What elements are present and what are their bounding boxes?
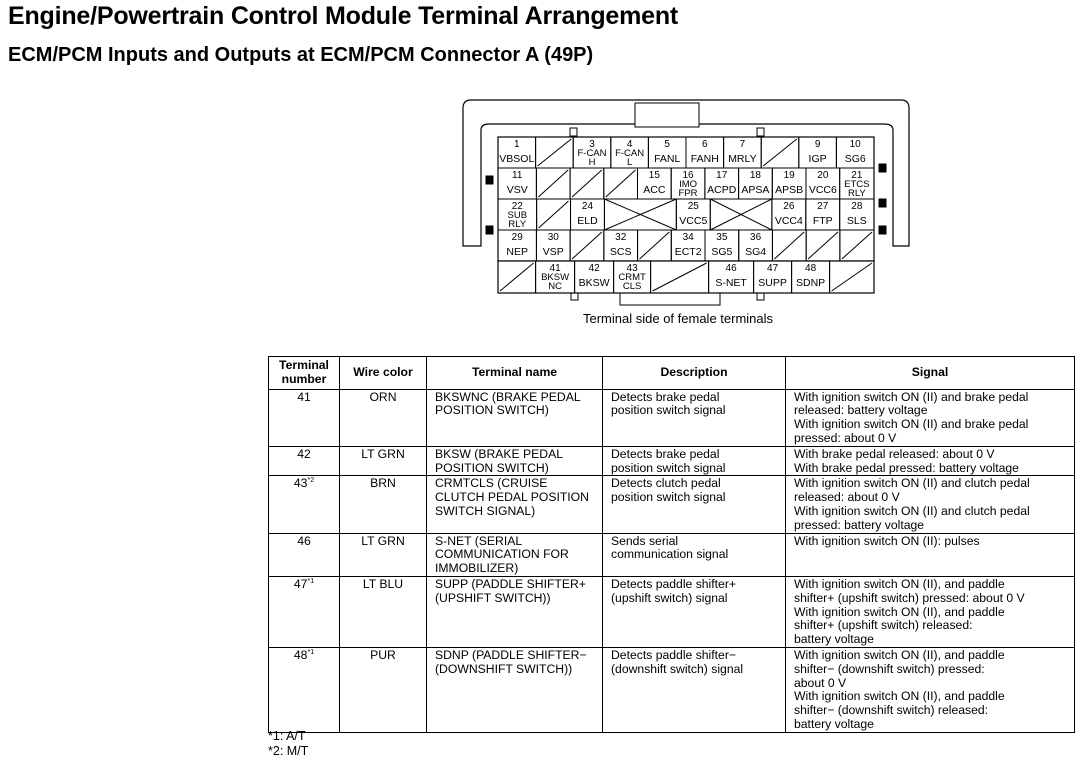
terminal-number: 25 bbox=[687, 201, 699, 212]
terminal-number: 29 bbox=[511, 232, 523, 243]
terminal-number: 18 bbox=[749, 170, 762, 181]
footnote-ref: *2 bbox=[307, 477, 315, 485]
terminal-label: ACC bbox=[643, 184, 666, 196]
terminal-number: 22 bbox=[511, 201, 523, 212]
terminal-label: ACPD bbox=[707, 184, 737, 196]
terminal-label: RLY bbox=[847, 188, 866, 199]
cell-terminal-number: 42 bbox=[269, 446, 340, 476]
cell-terminal-number: 47$^{*1}$ bbox=[269, 576, 340, 647]
terminal-number: 7 bbox=[739, 139, 746, 150]
terminal-number: 5 bbox=[664, 139, 670, 150]
terminal-label: SG4 bbox=[745, 246, 767, 258]
terminal-label: IGP bbox=[808, 153, 827, 165]
terminal-number: 16 bbox=[682, 170, 694, 181]
terminal-number: 32 bbox=[615, 232, 627, 243]
terminal-table bbox=[268, 356, 1075, 733]
header-description: Description bbox=[603, 357, 786, 390]
terminal-label: ETCS bbox=[844, 179, 870, 190]
terminal-label: F-CAN bbox=[577, 148, 607, 159]
terminal-label: L bbox=[626, 157, 633, 168]
terminal-number: 17 bbox=[716, 170, 728, 181]
terminal-label: BKSW bbox=[578, 277, 610, 289]
terminal-number: 47 bbox=[767, 263, 779, 274]
terminal-number: 3 bbox=[589, 139, 595, 150]
terminal-number: 26 bbox=[783, 201, 795, 212]
cell-terminal-name: S-NET (SERIAL COMMUNICATION FOR IMMOBILIZER) bbox=[427, 533, 603, 576]
terminal-label: MRLY bbox=[728, 153, 757, 165]
cell-signal: With ignition switch ON (II), and paddle shifter+ (upshift switch) pressed: about 0 V With ignition switch ON (II), and paddle shifter+ (upshift switch) released: battery voltage bbox=[786, 576, 1075, 647]
terminal-number: 11 bbox=[512, 170, 523, 181]
terminal-label: APSB bbox=[775, 184, 804, 196]
cell-wire-color: LT BLU bbox=[340, 576, 427, 647]
terminal-label: SDNP bbox=[796, 277, 826, 289]
terminal-number: 6 bbox=[702, 139, 708, 150]
table-header-row bbox=[269, 357, 1075, 390]
terminal-label: VCC4 bbox=[774, 215, 803, 227]
cell-description: Detects paddle shifter+ (upshift switch) signal bbox=[603, 576, 786, 647]
table-row bbox=[269, 446, 1075, 476]
terminal-label: SUPP bbox=[758, 277, 787, 289]
table-row bbox=[269, 476, 1075, 533]
terminal-number: 48 bbox=[805, 263, 817, 274]
footnote-ref: *1 bbox=[307, 577, 315, 585]
terminal-number: 28 bbox=[851, 201, 863, 212]
connector-diagram bbox=[0, 0, 1086, 340]
cell-wire-color: PUR bbox=[340, 647, 427, 732]
terminal-number: 36 bbox=[750, 232, 762, 243]
terminal-number: 15 bbox=[648, 170, 660, 181]
terminal-label: F-CAN bbox=[615, 148, 645, 159]
terminal-label: S-NET bbox=[715, 277, 747, 289]
cell-signal: With ignition switch ON (II) and clutch pedal released: about 0 V With ignition switch ON (II) and clutch pedal pressed: battery voltage bbox=[786, 476, 1075, 533]
cell-description: Detects brake pedal position switch signal bbox=[603, 446, 786, 476]
header-wire-color: Wire color bbox=[340, 357, 427, 390]
terminal-label: NC bbox=[548, 281, 562, 292]
terminal-label: SUB bbox=[507, 210, 528, 221]
cell-signal: With ignition switch ON (II) and brake pedal released: battery voltage With ignition switch ON (II) and brake pedal pressed: about 0 V bbox=[786, 389, 1075, 446]
table-row bbox=[269, 576, 1075, 647]
terminal-label: CRMT bbox=[618, 272, 646, 283]
terminal-number: 9 bbox=[814, 139, 821, 150]
cell-terminal-number: 46 bbox=[269, 533, 340, 576]
cell-description: Sends serial communication signal bbox=[603, 533, 786, 576]
cell-wire-color: LT GRN bbox=[340, 446, 427, 476]
cell-terminal-name: SDNP (PADDLE SHIFTER− (DOWNSHIFT SWITCH)) bbox=[427, 647, 603, 732]
terminal-number: 27 bbox=[817, 201, 829, 212]
terminal-label: CLS bbox=[622, 281, 642, 292]
cell-terminal-name: SUPP (PADDLE SHIFTER+ (UPSHIFT SWITCH)) bbox=[427, 576, 603, 647]
cell-terminal-name: BKSWNC (BRAKE PEDAL POSITION SWITCH) bbox=[427, 389, 603, 446]
terminal-label: RLY bbox=[508, 219, 527, 230]
terminal-label: SCS bbox=[609, 246, 632, 258]
terminal-number: 24 bbox=[581, 201, 594, 212]
terminal-label: IMO bbox=[679, 179, 698, 190]
terminal-label: VCC5 bbox=[679, 215, 708, 227]
cell-description: Detects paddle shifter− (downshift switch) signal bbox=[603, 647, 786, 732]
terminal-label: VCC6 bbox=[808, 184, 837, 196]
terminal-label: NEP bbox=[506, 246, 529, 258]
terminal-number: 43 bbox=[626, 263, 638, 274]
terminal-label: FANL bbox=[654, 153, 681, 165]
cell-terminal-name: CRMTCLS (CRUISE CLUTCH PEDAL POSITION SWITCH SIGNAL) bbox=[427, 476, 603, 533]
cell-terminal-name: BKSW (BRAKE PEDAL POSITION SWITCH) bbox=[427, 446, 603, 476]
terminal-label: ELD bbox=[577, 215, 598, 227]
terminal-number: 21 bbox=[851, 170, 863, 181]
terminal-number: 42 bbox=[588, 263, 600, 274]
footnote: *2: M/T bbox=[268, 744, 309, 758]
terminal-number: 30 bbox=[547, 232, 559, 243]
header-signal: Signal bbox=[786, 357, 1075, 390]
terminal-label: BKSW bbox=[541, 272, 570, 283]
terminal-number: 4 bbox=[626, 139, 633, 150]
terminal-label: APSA bbox=[741, 184, 770, 196]
terminal-label: ECT2 bbox=[674, 246, 702, 258]
terminal-label: VSP bbox=[542, 246, 564, 258]
footnote: *1: A/T bbox=[268, 729, 306, 743]
cell-terminal-number: 41 bbox=[269, 389, 340, 446]
header-terminal-name: Terminal name bbox=[427, 357, 603, 390]
terminal-label: SG6 bbox=[844, 153, 866, 165]
terminal-number: 46 bbox=[725, 263, 737, 274]
terminal-number: 1 bbox=[514, 139, 520, 150]
terminal-label: VBSOL bbox=[499, 153, 535, 165]
cell-signal: With brake pedal released: about 0 V With brake pedal pressed: battery voltage bbox=[786, 446, 1075, 476]
page-subtitle: ECM/PCM Inputs and Outputs at ECM/PCM Connector A (49P) bbox=[8, 44, 594, 66]
terminal-number: 19 bbox=[783, 170, 795, 181]
cell-wire-color: LT GRN bbox=[340, 533, 427, 576]
terminal-number: 10 bbox=[849, 139, 861, 150]
cell-terminal-number: 43$^{*2}$ bbox=[269, 476, 340, 533]
connector-caption: Terminal side of female terminals bbox=[583, 311, 774, 326]
cell-description: Detects clutch pedal position switch signal bbox=[603, 476, 786, 533]
cell-description: Detects brake pedal position switch signal bbox=[603, 389, 786, 446]
cell-signal: With ignition switch ON (II), and paddle shifter− (downshift switch) pressed: about 0 V With ignition switch ON (II), and paddle shifter− (downshift switch) released: battery voltage bbox=[786, 647, 1075, 732]
terminal-number: 20 bbox=[817, 170, 829, 181]
cell-wire-color: BRN bbox=[340, 476, 427, 533]
cell-wire-color: ORN bbox=[340, 389, 427, 446]
terminal-label: VSV bbox=[506, 184, 528, 196]
cell-signal: With ignition switch ON (II): pulses bbox=[786, 533, 1075, 576]
terminal-label: FTP bbox=[812, 215, 833, 227]
terminal-number: 34 bbox=[682, 232, 694, 243]
terminal-number: 35 bbox=[716, 232, 728, 243]
terminal-label: H bbox=[588, 157, 596, 168]
cell-terminal-number: 48$^{*1}$ bbox=[269, 647, 340, 732]
footnotes bbox=[268, 729, 308, 759]
table-row bbox=[269, 389, 1075, 446]
page-title: Engine/Powertrain Control Module Terminal Arrangement bbox=[8, 2, 679, 30]
terminal-label: SLS bbox=[846, 215, 867, 227]
header-terminal-number: Terminal number bbox=[269, 357, 340, 390]
table-row bbox=[269, 533, 1075, 576]
terminal-label: FPR bbox=[678, 188, 698, 199]
terminal-label: SG5 bbox=[711, 246, 733, 258]
terminal-number: 41 bbox=[549, 263, 561, 274]
footnote-ref: *1 bbox=[307, 648, 315, 656]
table-row bbox=[269, 647, 1075, 732]
terminal-label: FANH bbox=[690, 153, 719, 165]
